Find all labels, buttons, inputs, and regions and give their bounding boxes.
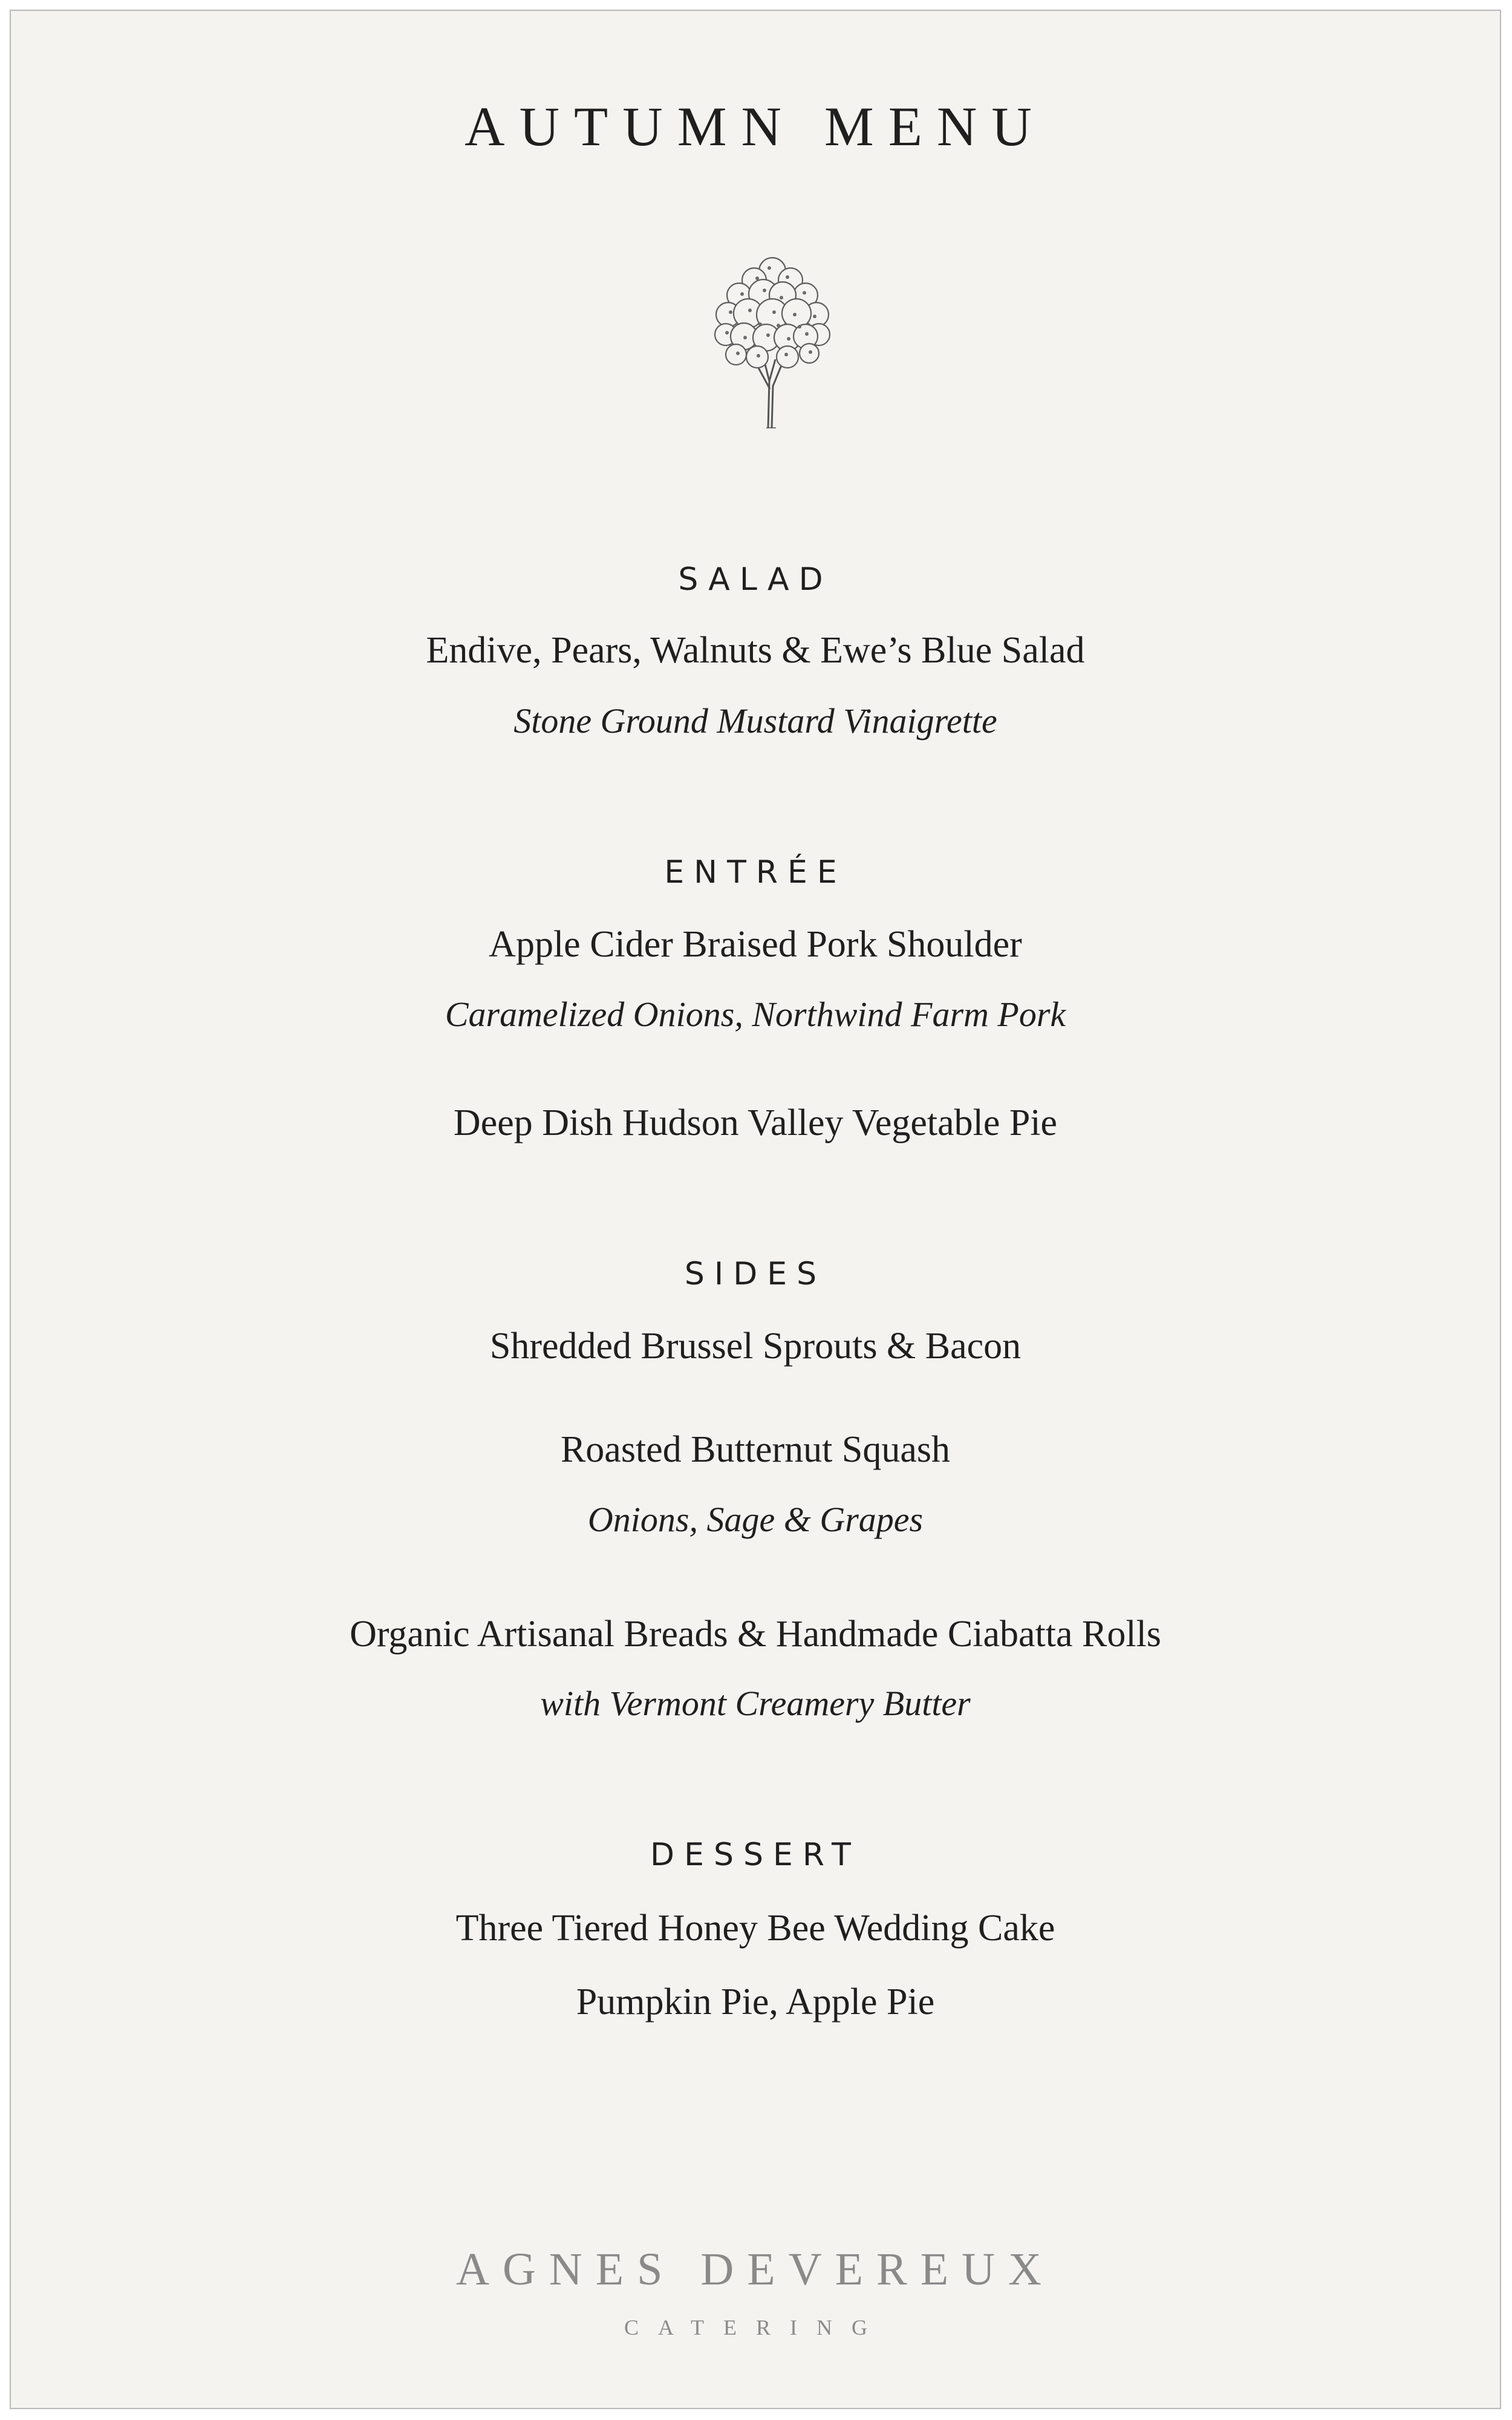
section-heading-entree: ENTRÉE (664, 854, 847, 891)
dish-name: Apple Cider Braised Pork Shoulder (489, 924, 1022, 965)
brand-name: AGNES DEVEREUX (456, 2244, 1055, 2295)
dish-name: Roasted Butternut Squash (560, 1429, 951, 1470)
dish-description: Stone Ground Mustard Vinaigrette (513, 701, 997, 741)
dish-name: Endive, Pears, Walnuts & Ewe’s Blue Salad (426, 630, 1085, 671)
dish-name: Organic Artisanal Breads & Handmade Ciabatta Rolls (350, 1614, 1161, 1655)
dish-description: with Vermont Creamery Butter (540, 1684, 971, 1723)
dish-description: Onions, Sage & Grapes (587, 1500, 924, 1539)
dish-name: Shredded Brussel Sprouts & Bacon (489, 1326, 1022, 1367)
section-heading-salad: SALAD (678, 561, 833, 598)
dish-name: Deep Dish Hudson Valley Vegetable Pie (453, 1102, 1058, 1143)
section-heading-sides: SIDES (684, 1256, 827, 1292)
section-heading-dessert: DESSERT (650, 1837, 861, 1873)
dish-description: Caramelized Onions, Northwind Farm Pork (445, 995, 1066, 1034)
dish-name: Three Tiered Honey Bee Wedding Cake (455, 1908, 1055, 1949)
dish-name: Pumpkin Pie, Apple Pie (576, 1981, 935, 2023)
menu-card (10, 10, 1501, 2409)
tree-icon (691, 247, 854, 428)
brand-subtitle: CATERING (624, 2315, 887, 2340)
menu-title: AUTUMN MENU (464, 96, 1046, 157)
